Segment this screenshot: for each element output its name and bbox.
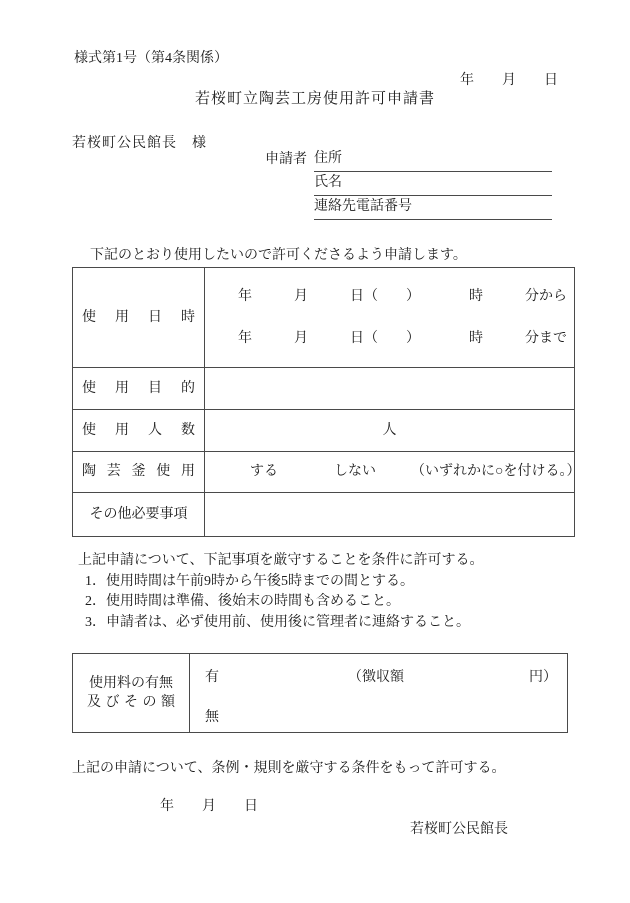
- document-title: 若桜町立陶芸工房使用許可申請書: [194, 91, 435, 107]
- address-label: 住所: [314, 151, 342, 166]
- permit-sentence: 上記の申請について、条例・規則を厳守する条件をもって許可する。: [72, 761, 506, 776]
- usage-datetime-row: [73, 268, 574, 367]
- usage-datetime-from: 年 月 日（ ） 時 分から: [238, 288, 567, 304]
- fee-yen-label: 円）: [529, 670, 557, 685]
- usage-purpose-row: [73, 367, 574, 409]
- fee-label-line2: 及 び そ の 額: [87, 695, 175, 710]
- applicant-label: 申請者: [265, 152, 307, 167]
- applicant-block: [265, 148, 552, 220]
- applicant-fields: [314, 148, 552, 220]
- usage-purpose-label: 使 用 目 的: [73, 368, 205, 409]
- usage-people-cell: 人: [382, 423, 397, 438]
- fee-table: [72, 653, 568, 733]
- kiln-use-label: 陶 芸 釜 使 用: [73, 452, 205, 492]
- conditions-block: [78, 551, 483, 633]
- intro-sentence: 下記のとおり使用したいので許可くださるよう申請します。: [90, 248, 467, 263]
- addressee: 若桜町公民館長 様: [72, 136, 207, 151]
- fee-collected-label: （徴収額: [348, 670, 404, 685]
- name-label: 氏名: [314, 175, 342, 190]
- condition-item-1: 1．使用時間は午前9時から午後5時までの間とする。: [85, 573, 414, 589]
- usage-purpose-cell: [205, 368, 574, 409]
- top-date-line: 年 月 日: [460, 73, 558, 88]
- fee-yes-option: 有: [205, 670, 219, 685]
- bottom-date-line: 年 月 日: [160, 799, 258, 814]
- kiln-use-row: [73, 451, 581, 492]
- usage-people-row: [73, 409, 574, 451]
- condition-item-3: 3．申請者は、必ず使用前、使用後に管理者に連絡すること。: [85, 614, 470, 630]
- usage-table: [72, 267, 581, 537]
- usage-people-label: 使 用 人 数: [73, 410, 205, 451]
- name-field: [314, 172, 552, 196]
- phone-label: 連絡先電話番号: [314, 199, 412, 214]
- usage-datetime-cell: [205, 268, 574, 367]
- other-items-row: [73, 492, 574, 536]
- kiln-use-cell: する しない （いずれかに○を付ける。）: [250, 464, 581, 479]
- fee-label-line1: 使用料の有無: [89, 676, 173, 691]
- usage-datetime-label: 使 用 日 時: [73, 268, 205, 367]
- fee-no-option: 無: [205, 710, 219, 725]
- other-items-cell: [205, 493, 574, 536]
- other-items-label: その他必要事項: [73, 493, 205, 536]
- usage-datetime-to: 年 月 日（ ） 時 分まで: [238, 330, 567, 346]
- signature: 若桜町公民館長: [410, 822, 508, 837]
- condition-item-2: 2．使用時間は準備、後始末の時間も含めること。: [85, 594, 400, 609]
- conditions-heading: 上記申請について、下記事項を厳守することを条件に許可する。: [78, 553, 484, 568]
- form-number: 様式第1号（第4条関係）: [74, 51, 228, 66]
- phone-field: [314, 196, 552, 220]
- fee-content-cell: [190, 654, 567, 732]
- address-field: [314, 148, 552, 172]
- fee-label-cell: [73, 654, 190, 732]
